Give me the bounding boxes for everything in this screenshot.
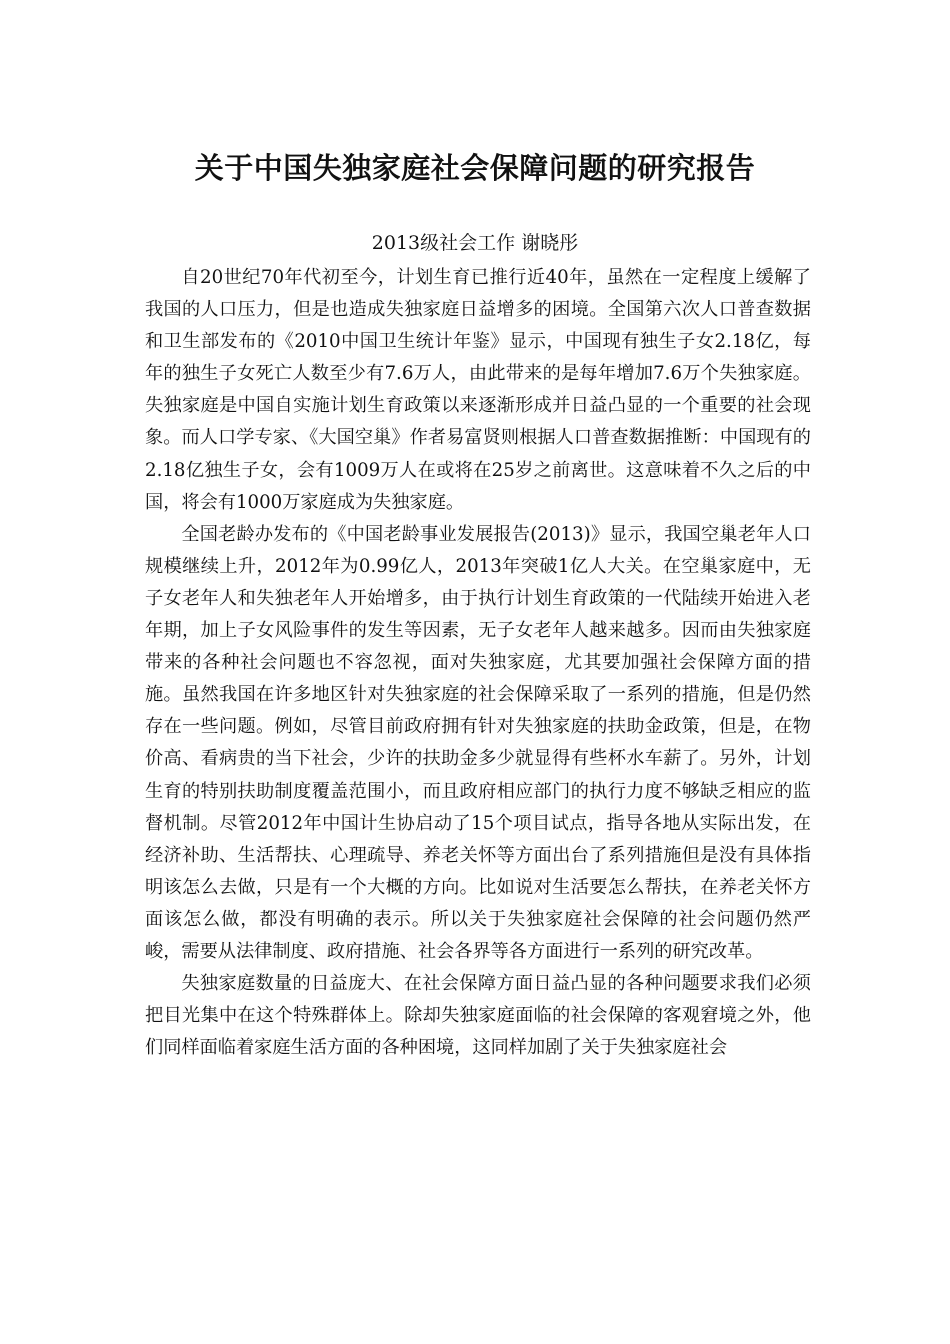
paragraph: 失独家庭数量的日益庞大、在社会保障方面日益凸显的各种问题要求我们必须把目光集中在这个特殊群体上。除却失独家庭面临的社会保障的客观窘境之外，他们同样面临着家庭生活方面的各种困境，这同样加剧了关于失独家庭社会 — [145, 973, 811, 1059]
document-author: 2013级社会工作 谢晓彤 — [371, 232, 579, 254]
paragraph: 全国老龄办发布的《中国老龄事业发展报告(2013)》显示，我国空巢老年人口规模继续上升，2012年为0.99亿人，2013年突破1亿人大关。在空巢家庭中，无子女老年人和失独老年人开始增多，由于执行计划生育政策的一代陆续开始进入老年期，加上子女风险事件的发生等因素，无子女老年人越来越多。因而由失独家庭带来的各种社会问题也不容忽视，面对失独家庭，尤其要加强社会保障方面的措施。虽然我国在许多地区针对失独家庭的社会保障采取了一系列的措施，但是仍然存在一些问题。例如，尽管目前政府拥有针对失独家庭的扶助金政策，但是，在物价高、看病贵的当下社会，少许的扶助金多少就显得有些杯水车薪了。另外，计划生育的特别扶助制度覆盖范围小，而且政府相应部门的执行力度不够缺乏相应的监督机制。尽管2012年中国计生协启动了15个项目试点，指导各地从实际出发，在经济补助、生活帮扶、心理疏导、养老关怀等方面出台了系列措施但是没有具体指明该怎么去做，只是有一个大概的方向。比如说对生活要怎么帮扶，在养老关怀方面该怎么做，都没有明确的表示。所以关于失独家庭社会保障的社会问题仍然严峻，需要从法律制度、政府措施、社会各界等各方面进行一系列的研究改革。 — [145, 523, 811, 962]
document-body — [145, 262, 811, 1064]
paragraph: 自20世纪70年代初至今，计划生育已推行近40年，虽然在一定程度上缓解了我国的人口压力，但是也造成失独家庭日益增多的困境。全国第六次人口普查数据和卫生部发布的《2010中国卫生统计年鉴》显示，中国现有独生子女2.18亿，每年的独生子女死亡人数至少有7.6万人，由此带来的是每年增加7.6万个失独家庭。失独家庭是中国自实施计划生育政策以来逐渐形成并日益凸显的一个重要的社会现象。而人口学专家、《大国空巢》作者易富贤则根据人口普查数据推断：中国现有的2.18亿独生子女，会有1009万人在或将在25岁之前离世。这意味着不久之后的中国，将会有1000万家庭成为失独家庭。 — [145, 267, 811, 513]
document-title: 关于中国失独家庭社会保障问题的研究报告 — [194, 151, 756, 185]
